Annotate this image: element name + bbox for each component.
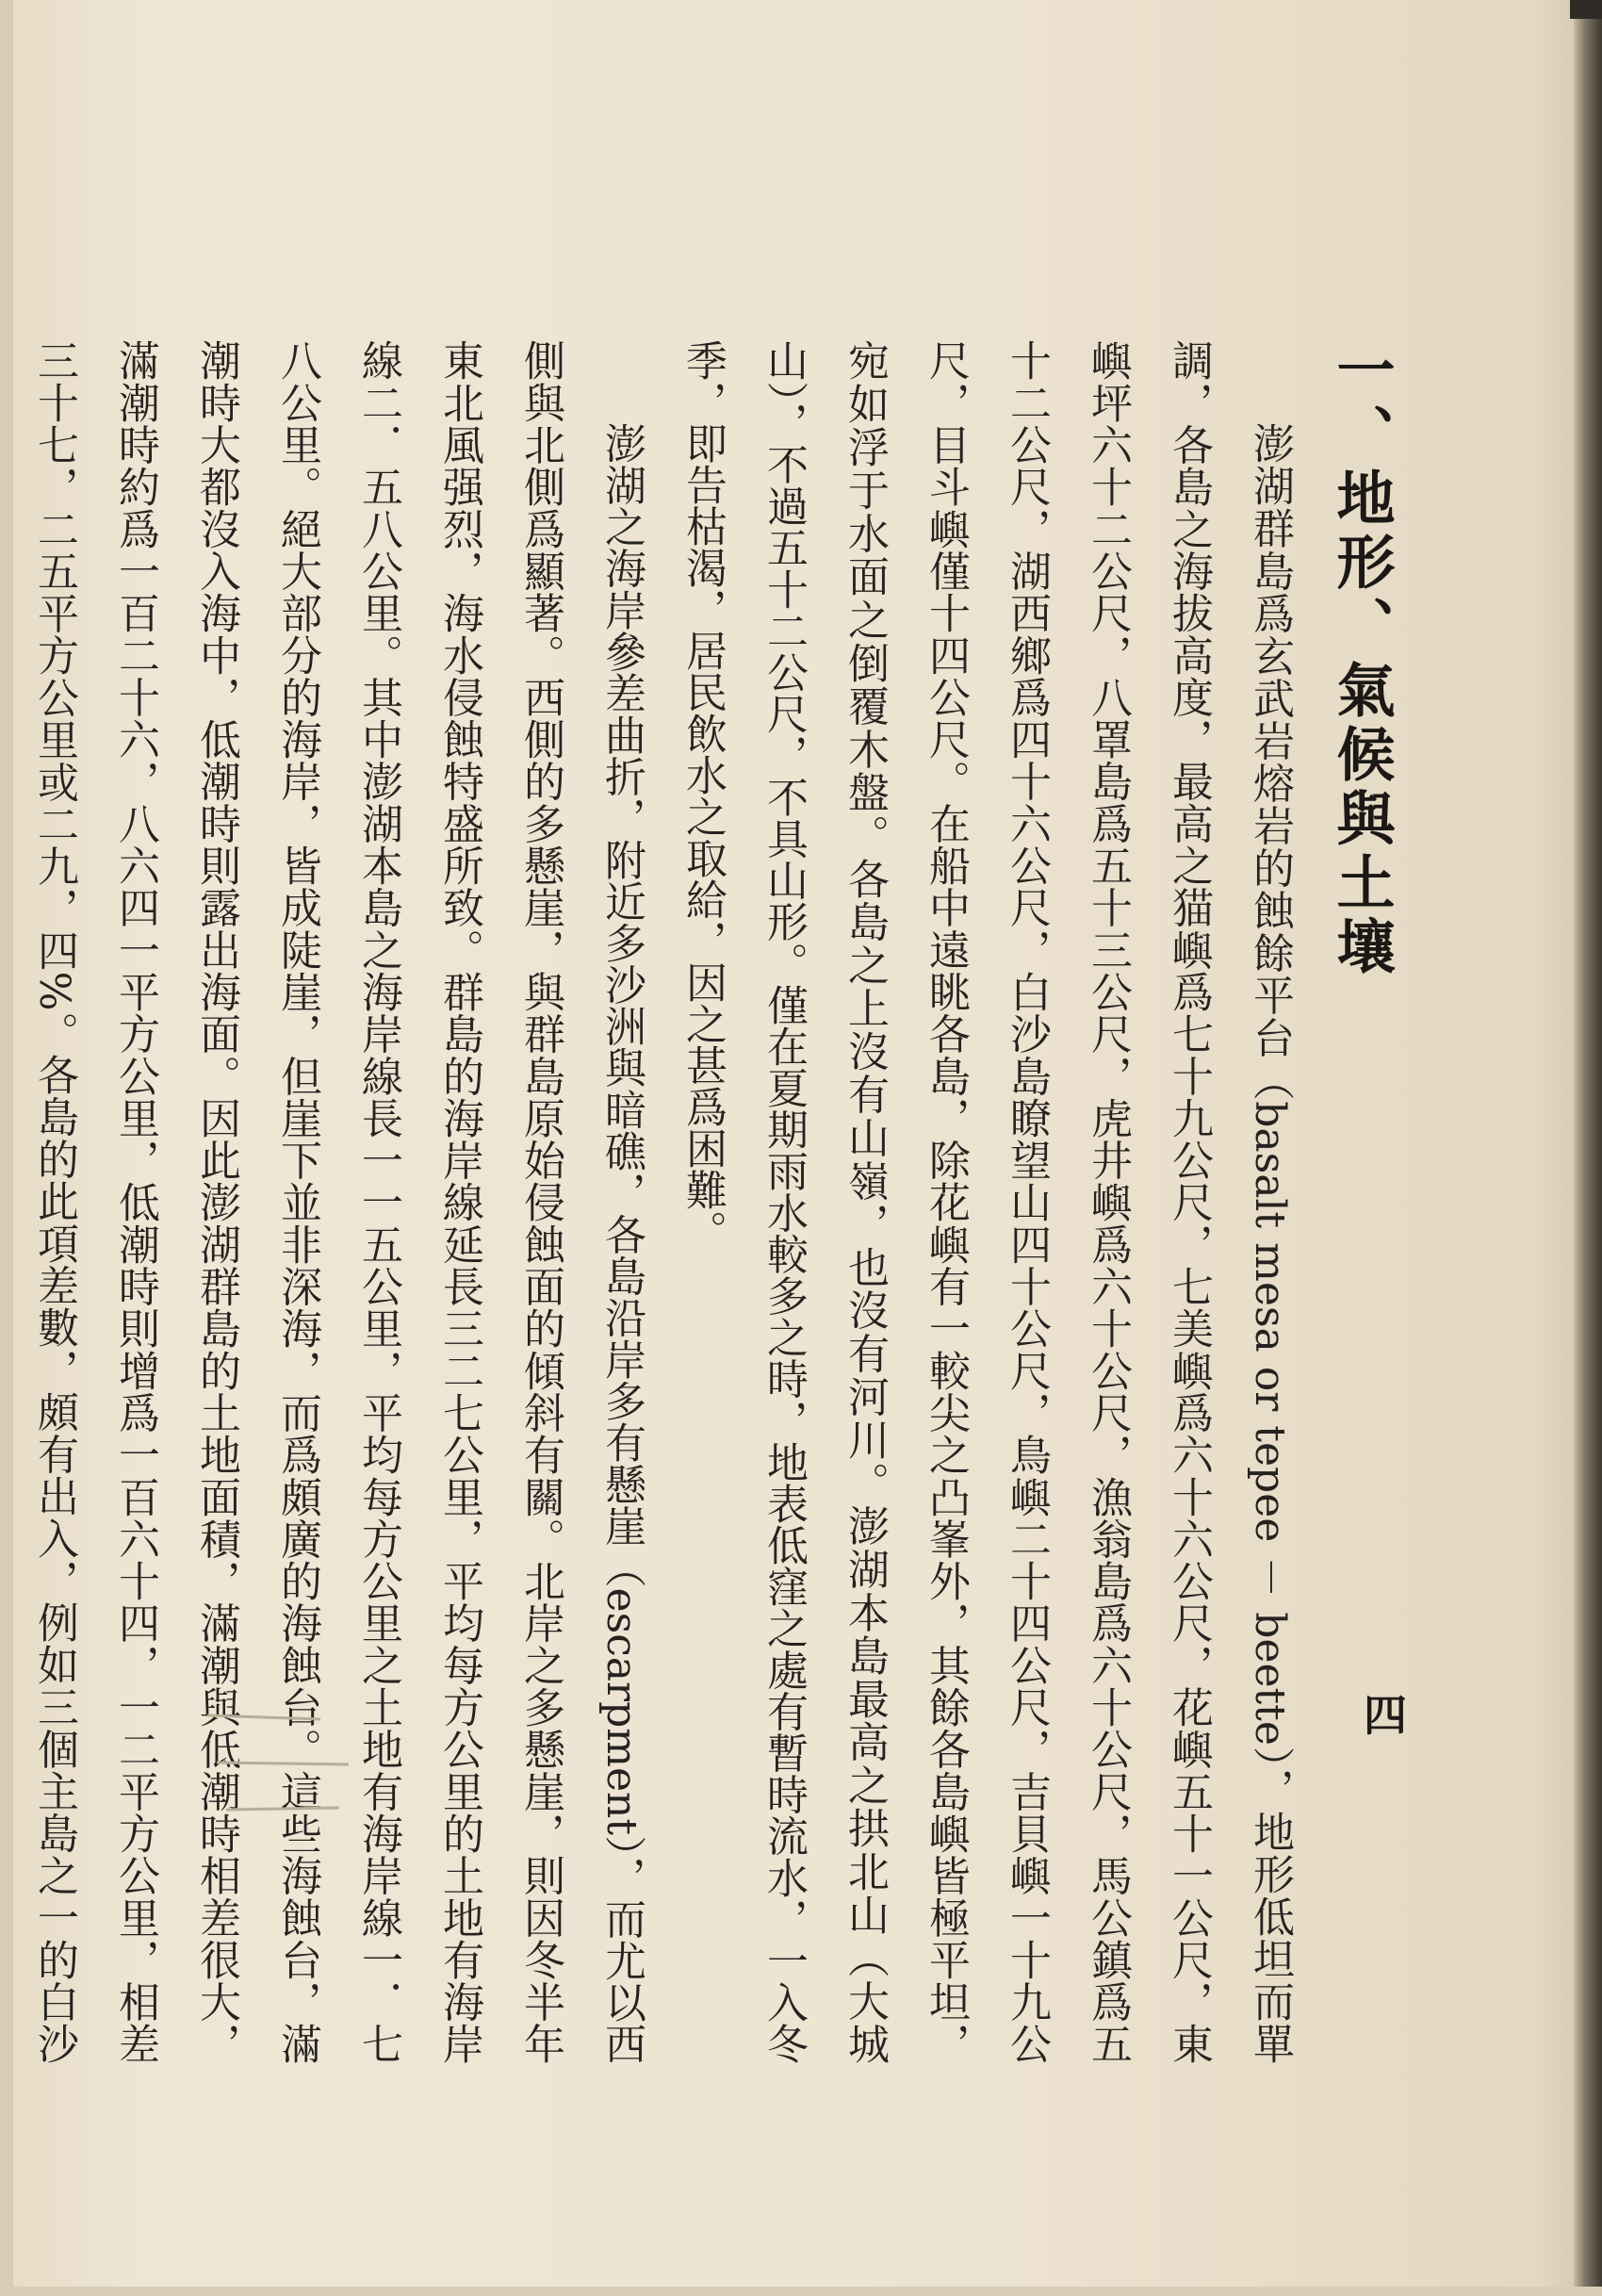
page-number: 四 xyxy=(1364,1690,1407,1741)
corner-tab xyxy=(1570,0,1602,19)
book-binding-shadow xyxy=(1574,0,1602,2296)
paragraph-2: 澎湖之海岸參差曲折，附近多沙洲與暗礁，各島沿岸多有懸崖（escarpment），而尤以西側與北側爲顯著。西側的多懸崖，與群島原始侵蝕面的傾斜有關。北岸之多懸崖，則因冬半年東北風强烈，海水侵蝕特盛所致。群島的海岸線延長三二七公里，平均每方公里的土地有海岸線二．五八公里。其中澎湖本島之海岸線長一一五公里，平均每方公里之土地有海岸線一．七八公里。絕大部分的海岸，皆成陡崖，但崖下並非深海，而爲頗廣的海蝕台。這些海蝕台，滿潮時大都沒入海中，低潮時則露出海面。因此澎湖群島的土地面積，滿潮與低潮時相差很大，滿潮時約爲一百二十六，八六四一平方公里，低潮時則增爲一百六十四，一二平方公里，相差三十七，二五平方公里或二九，四%。各島的此項差數，頗有出入，例如三個主島之一的白沙 xyxy=(30,339,646,2064)
section-title: 一、地形、氣候與土壤 xyxy=(1327,339,1396,980)
pencil-marks xyxy=(188,1678,396,1838)
paragraph-1: 澎湖群島爲玄武岩熔岩的蝕餘平台（basalt mesa or tepee － beette），地形低坦而單調，各島之海拔高度，最高之猫嶼爲七十九公尺，七美嶼爲六十六公尺，花嶼五十一公尺，東嶼坪六十二公尺，八罩島爲五十三公尺，虎井嶼爲六十公尺，漁翁島爲六十公尺，馬公鎮爲五十二公尺，湖西鄉爲四十六公尺，白沙島瞭望山四十公尺，鳥嶼二十四公尺，吉貝嶼一十九公尺，目斗嶼僅十四公尺。在船中遠眺各島，除花嶼有一較尖之凸峯外，其餘各島嶼皆極平坦，宛如浮于水面之倒覆木盤。各島之上沒有山嶺，也沒有河川。澎湖本島最高之拱北山（大城山），不過五十二公尺，不具山形。僅在夏期雨水較多之時，地表低窪之處有暫時流水，一入冬季，即告枯渴，居民飲水之取給，因之甚爲困難。 xyxy=(678,339,1294,2064)
page-bottom-edge xyxy=(0,2287,1602,2296)
